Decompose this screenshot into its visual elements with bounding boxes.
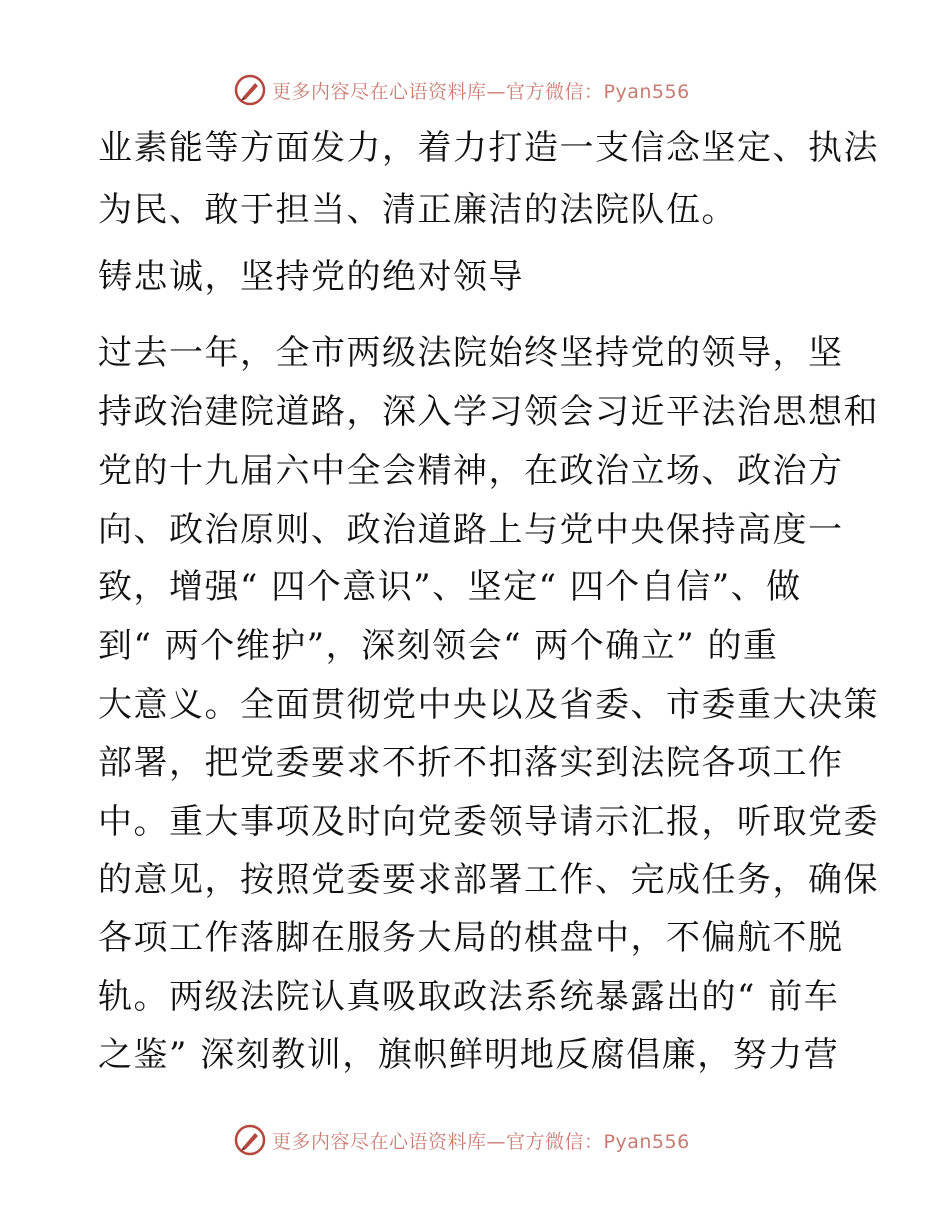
text-line: 过去一年，全市两级法院始终坚持党的领导，坚 xyxy=(98,333,844,373)
quill-pen-logo-icon xyxy=(234,74,266,106)
section-heading: 铸忠诚，坚持党的绝对领导 xyxy=(98,257,524,297)
text-line: 轨。两级法院认真吸取政法系统暴露出的“ 前车 xyxy=(98,977,840,1017)
text-line: 为民、敢于担当、清正廉洁的法院队伍。 xyxy=(98,190,737,230)
watermark-text: 更多内容尽在心语资料库—官方微信：Pyan556 xyxy=(272,80,690,103)
text-line: 持政治建院道路，深入学习领会习近平法治思想和 xyxy=(98,392,879,432)
text-line: 部署，把党委要求不折不扣落实到法院各项工作 xyxy=(98,743,844,783)
text-line: 到“ 两个维护”，深刻领会“ 两个确立” 的重 xyxy=(98,626,779,666)
text-line: 大意义。全面贯彻党中央以及省委、市委重大决策 xyxy=(98,685,879,725)
text-line: 致，增强“ 四个意识”、坚定“ 四个自信”、做 xyxy=(98,567,802,607)
text-line: 党的十九届六中全会精神，在政治立场、政治方 xyxy=(98,451,844,491)
text-line: 业素能等方面发力，着力打造一支信念坚定、执法 xyxy=(98,128,879,168)
text-line: 中。重大事项及时向党委领导请示汇报，听取党委 xyxy=(98,802,879,842)
text-line: 各项工作落脚在服务大局的棋盘中，不偏航不脱 xyxy=(98,918,844,958)
text-line: 之鉴” 深刻教训，旗帜鲜明地反腐倡廉，努力营 xyxy=(98,1035,840,1075)
text-line: 的意见，按照党委要求部署工作、完成任务，确保 xyxy=(98,860,879,900)
watermark-header xyxy=(234,72,690,108)
text-line: 向、政治原则、政治道路上与党中央保持高度一 xyxy=(98,510,844,550)
watermark-footer xyxy=(234,1122,690,1158)
quill-pen-logo-icon xyxy=(234,1124,266,1156)
watermark-text: 更多内容尽在心语资料库—官方微信：Pyan556 xyxy=(272,1130,690,1153)
